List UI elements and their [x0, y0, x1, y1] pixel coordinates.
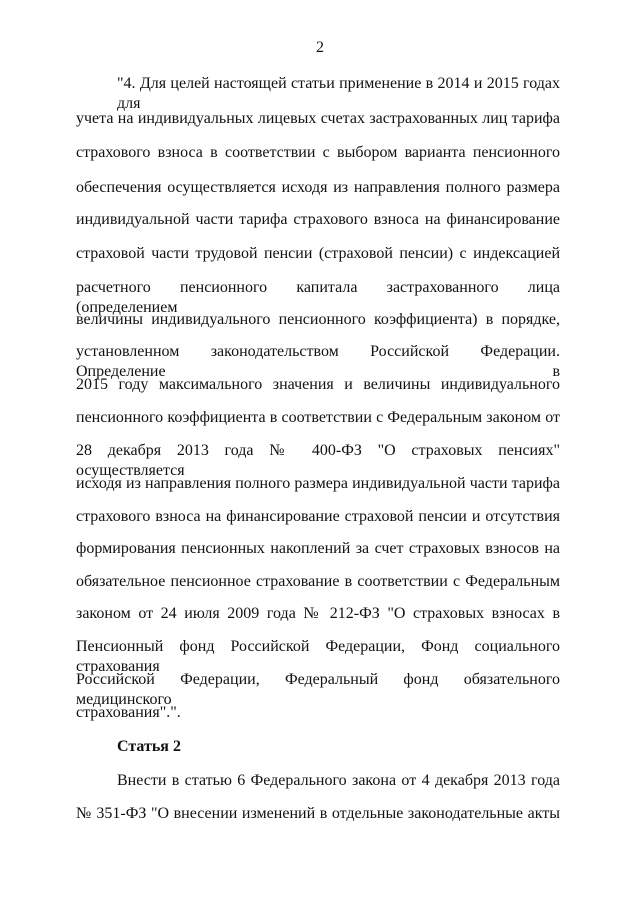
text-line: Пенсионный фонд Российской Федерации, Фонд социального страхования [76, 638, 560, 675]
text-line: Внести в статью 6 Федерального закона от 4 декабря 2013 года [117, 772, 560, 789]
text-line: формирования пенсионных накоплений за счет страховых взносов на [76, 540, 560, 557]
text-line: законом от 24 июля 2009 года № 212-ФЗ "О страховых взносах в [76, 605, 560, 622]
text-line: страхования".". [76, 704, 181, 721]
text-line: обязательное пенсионное страхование в соответствии с Федеральным [76, 573, 560, 590]
text-line: № 351-ФЗ "О внесении изменений в отдельные законодательные акты [76, 805, 560, 822]
text-line: расчетного пенсионного капитала застрахованного лица (определением [76, 279, 560, 316]
text-line: обеспечения осуществляется исходя из направления полного размера [76, 179, 560, 196]
text-line: пенсионного коэффициента в соответствии с Федеральным законом от [76, 409, 560, 426]
article-heading: Статья 2 [117, 738, 181, 755]
text-line: 2015 году максимального значения и величины индивидуального [76, 376, 560, 393]
text-line: страхового взноса в соответствии с выбором варианта пенсионного [76, 144, 560, 161]
text-line: страховой части трудовой пенсии (страховой пенсии) с индексацией [76, 245, 560, 262]
text-line: Российской Федерации, Федеральный фонд обязательного медицинского [76, 671, 560, 708]
text-line: индивидуальной части тарифа страхового взноса на финансирование [76, 211, 560, 228]
text-line: страхового взноса на финансирование страховой пенсии и отсутствия [76, 508, 560, 525]
text-line: установленном законодательством Российской Федерации. Определение в [76, 343, 560, 380]
text-line: учета на индивидуальных лицевых счетах застрахованных лиц тарифа [76, 110, 560, 127]
text-line: исходя из направления полного размера индивидуальной части тарифа [76, 475, 560, 492]
text-line: "4. Для целей настоящей статьи применение в 2014 и 2015 годах для [117, 75, 560, 112]
text-line: 28 декабря 2013 года № 400-ФЗ "О страховых пенсиях" осуществляется [76, 442, 560, 479]
text-line: величины индивидуального пенсионного коэффициента) в порядке, [76, 311, 560, 328]
page-number: 2 [316, 39, 324, 56]
